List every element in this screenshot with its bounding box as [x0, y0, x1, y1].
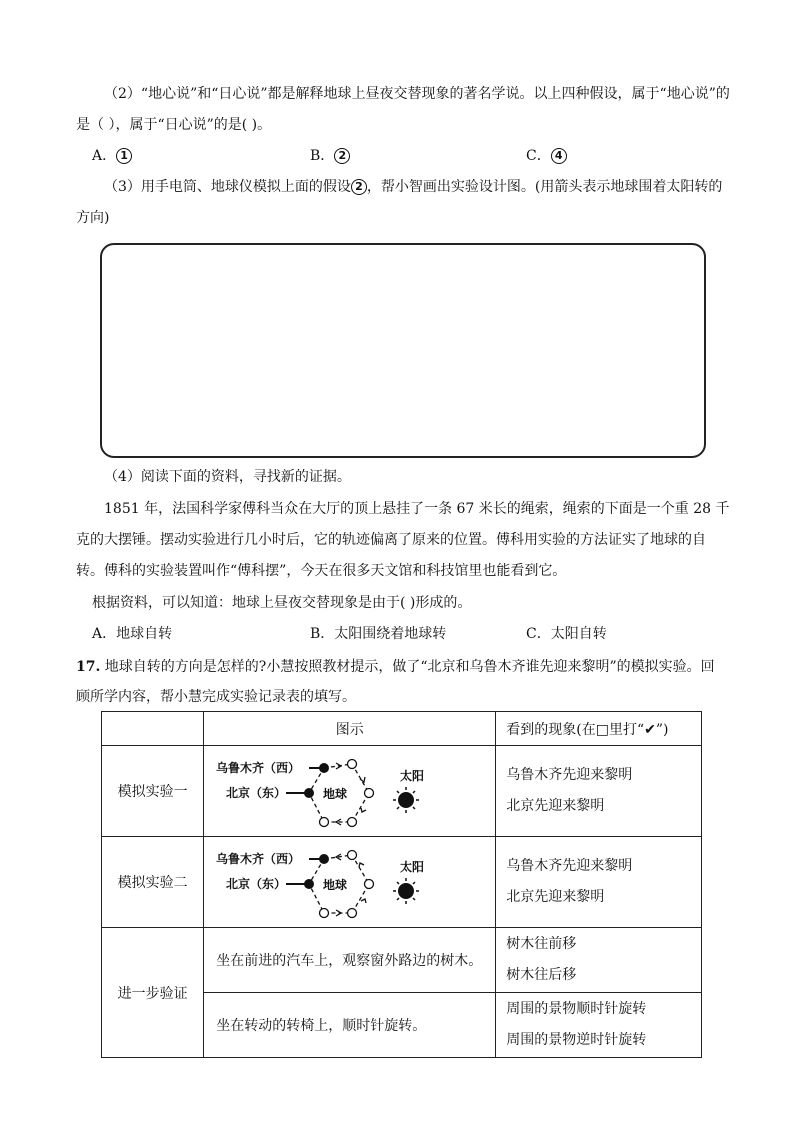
- diagram-cell: [204, 746, 496, 837]
- arrow-icon: [361, 808, 366, 812]
- phenomenon-option[interactable]: 树木往前移: [506, 936, 577, 952]
- diagram-cell: [204, 837, 496, 928]
- diagram-label-east: 北京（东）: [226, 877, 287, 891]
- row-label: 模拟实验一: [102, 746, 204, 837]
- q4-option-a[interactable]: A．地球自转: [92, 626, 173, 642]
- q2-option-a[interactable]: A． 1: [92, 145, 132, 165]
- diagram-label-west: 乌鲁木齐（西）: [216, 761, 301, 775]
- circled-number: 2: [334, 148, 350, 164]
- phenomenon-cell: [496, 928, 702, 993]
- q4-option-b[interactable]: B．太阳围绕着地球转: [310, 626, 447, 642]
- phenomenon-cell: [496, 837, 702, 928]
- phenomenon-option[interactable]: 周围的景物逆时针旋转: [506, 1032, 647, 1048]
- q2-option-b[interactable]: B． 2: [310, 145, 350, 165]
- q4-para-line2: 克的大摆锤。摆动实验进行几小时后，它的轨迹偏离了原来的位置。傅科用实验的方法证实了地球的自: [76, 532, 706, 548]
- phenomenon-option[interactable]: 树木往后移: [506, 967, 577, 983]
- diagram-label-east: 北京（东）: [226, 786, 287, 800]
- question-number: 17.: [76, 659, 101, 675]
- q3-line2: 方向): [76, 210, 110, 226]
- phenomenon-option[interactable]: 乌鲁木齐先迎来黎明: [506, 767, 633, 783]
- q4-option-c[interactable]: C．太阳自转: [526, 626, 607, 642]
- sun-icon: [393, 787, 419, 813]
- q17-line2: 顾所学内容，帮小慧完成实验记录表的填写。: [76, 689, 356, 705]
- sun-icon: [393, 878, 419, 904]
- q4-para-line3: 转。傅科的实验装置叫作“傅科摆”，今天在很多天文馆和科技馆里也能看到它。: [76, 563, 567, 579]
- rotation-diagram-counterclockwise: [204, 837, 495, 923]
- table-row: [102, 837, 702, 928]
- rotation-diagram-clockwise: [204, 746, 495, 832]
- drawing-answer-box[interactable]: [100, 243, 706, 458]
- q4-title: （4）阅读下面的资料，寻找新的证据。: [104, 469, 351, 485]
- table-row: [102, 746, 702, 837]
- sun-label: 太阳: [400, 769, 425, 783]
- q4-question: 根据资料，可以知道：地球上昼夜交替现象是由于( )形成的。: [92, 595, 472, 611]
- phenomenon-option[interactable]: 北京先迎来黎明: [506, 798, 605, 814]
- table-header-row: [102, 712, 702, 746]
- q2-option-c[interactable]: C． 4: [526, 145, 567, 165]
- earth-label: 地球: [323, 878, 348, 892]
- arrow-icon: [336, 910, 341, 916]
- circled-number: 1: [116, 148, 132, 164]
- phenomenon-option[interactable]: 乌鲁木齐先迎来黎明: [506, 858, 633, 874]
- row-label: 进一步验证: [102, 928, 204, 1058]
- circled-number: 2: [351, 179, 367, 195]
- table-row: [102, 928, 702, 993]
- q17-line1: 17. 地球自转的方向是怎样的?小慧按照教材提示，做了“北京和乌鲁木齐谁先迎来黎明”的模拟实验。回: [76, 659, 715, 675]
- diagram-label-west: 乌鲁木齐（西）: [216, 852, 301, 866]
- q2-line2: 是（ ），属于“日心说”的是( )。: [76, 117, 272, 133]
- phenomenon-option[interactable]: 北京先迎来黎明: [506, 889, 605, 905]
- phenomenon-cell: [496, 746, 702, 837]
- phenomenon-option[interactable]: 周围的景物顺时针旋转: [506, 1001, 647, 1017]
- q3-line1: （3）用手电筒、地球仪模拟上面的假设 2 ，帮小智画出实验设计图。(用箭头表示地球围着太阳转的: [104, 179, 723, 195]
- phenomenon-cell: [496, 993, 702, 1058]
- circled-number: 4: [551, 148, 567, 164]
- header-cell-empty: [102, 712, 204, 746]
- sun-label: 太阳: [400, 860, 425, 874]
- arrow-icon: [361, 899, 366, 903]
- header-cell-diagram: 图示: [204, 712, 496, 746]
- record-table: [101, 711, 702, 1058]
- row-label: 模拟实验二: [102, 837, 204, 928]
- earth-label: 地球: [323, 787, 348, 801]
- q4-para-line1: 1851 年，法国科学家傅科当众在大厅的顶上悬挂了一条 67 米长的绳索，绳索的下面是一个重 28 千: [104, 501, 730, 517]
- arrow-icon: [359, 863, 364, 867]
- q2-line1: （2）“地心说”和“日心说”都是解释地球上昼夜交替现象的著名学说。以上四种假设，属于“地心说”的: [104, 86, 730, 102]
- header-cell-phenomenon: 看到的现象(在□里打“✔”): [496, 712, 702, 746]
- verification-description: 坐在前进的汽车上，观察窗外路边的树木。: [204, 928, 496, 993]
- verification-description: 坐在转动的转椅上，顺时针旋转。: [204, 993, 496, 1058]
